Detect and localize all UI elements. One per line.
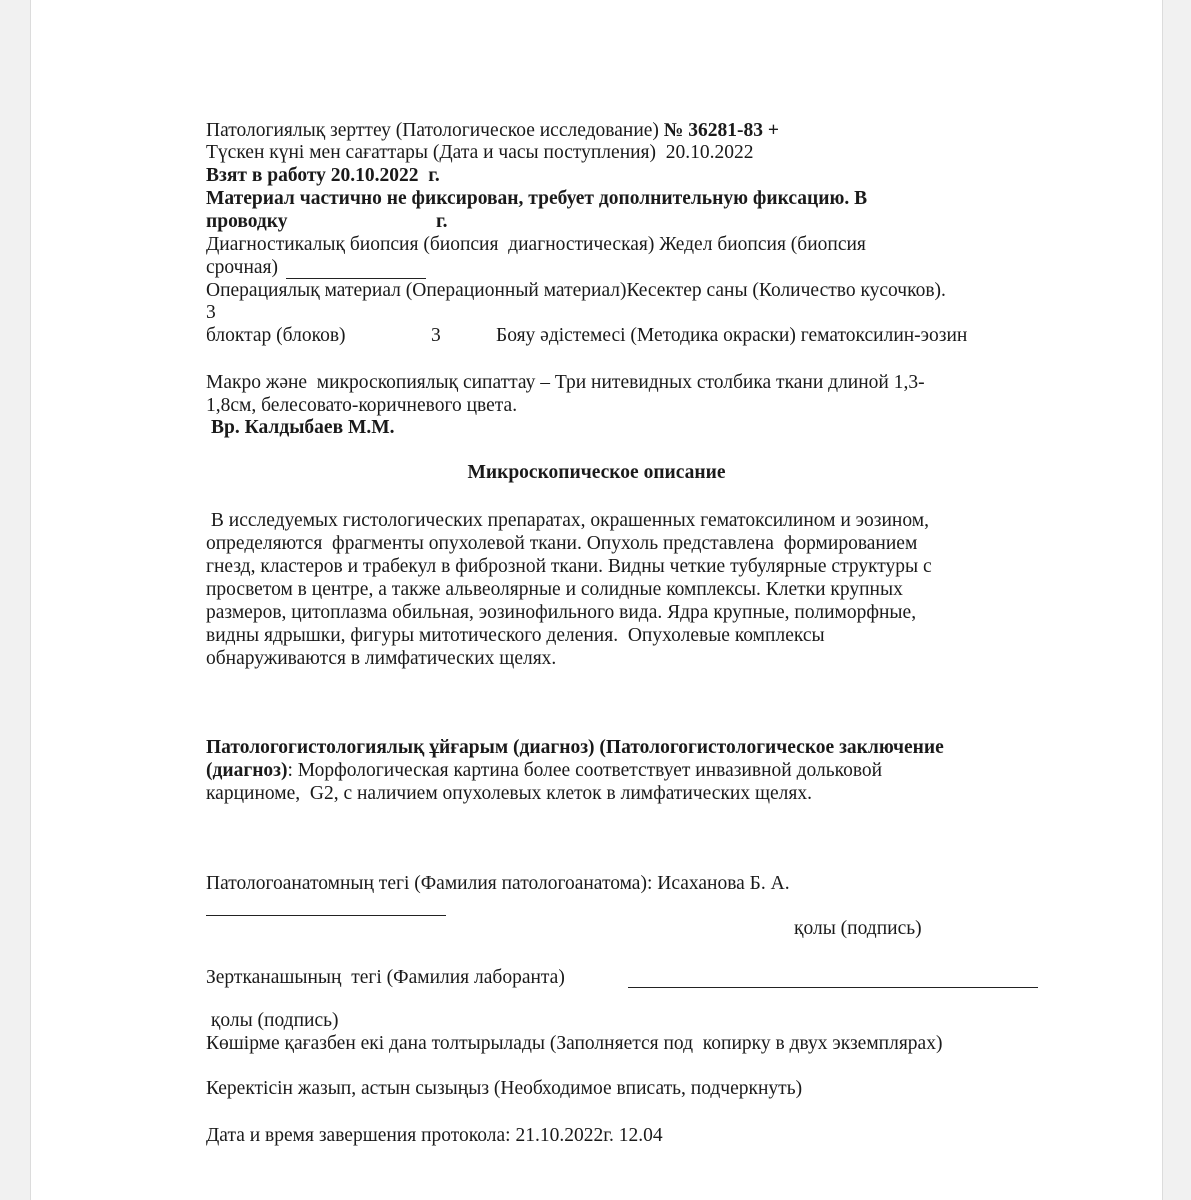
- diagnosis-label-1: Патологогистологиялық ұйғарым (диагноз) (Патологогистологическое заключение: [206, 737, 944, 758]
- fill-note: Керектісін жазып, астын сызыңыз (Необходимое вписать, подчеркнуть): [206, 1078, 803, 1099]
- pathologist-signature-line: [206, 915, 446, 916]
- material-note-line-2a: проводку: [206, 211, 288, 232]
- lab-assistant-label: Зертканашының тегі (Фамилия лаборанта): [206, 967, 565, 988]
- completion-datetime: Дата и время завершения протокола: 21.10.2022г. 12.04: [206, 1125, 663, 1146]
- macro-line-1: Макро және микроскопиялық сипаттау – Три нитевидных столбика ткани длиной 1,3-: [206, 372, 925, 393]
- received-line: [206, 142, 754, 164]
- micro-line: гнезд, кластеров и трабекул в фиброзной ткани. Видны четкие тубулярные структуры с: [206, 556, 932, 577]
- micro-line: определяются фрагменты опухолевой ткани. Опухоль представлена формированием: [206, 533, 918, 554]
- received-label: Түскен күні мен сағаттары (Дата и часы поступления): [206, 142, 666, 163]
- study-number: № 36281-83 +: [663, 120, 779, 141]
- diagnosis-line-2: [206, 760, 882, 782]
- lab-assistant-signature-line: [628, 987, 1038, 988]
- micro-title: Микроскопическое описание: [467, 462, 726, 483]
- study-label: Патологиялық зерттеу (Патологическое исследование): [206, 120, 664, 141]
- document-page: [30, 0, 1163, 1200]
- stain-method: Бояу әдістемесі (Методика окраски) гематоксилин-эозин: [496, 325, 968, 346]
- micro-line: просветом в центре, а также альвеолярные и солидные комплексы. Клетки крупных: [206, 579, 903, 600]
- diagnosis-text: : Морфологическая картина более соответствует инвазивной дольковой: [287, 760, 883, 781]
- material-note-line-2b: г.: [436, 211, 448, 232]
- copy-note: Көшірме қағазбен екі дана толтырылады (Заполняется под копирку в двух экземплярах): [206, 1033, 943, 1054]
- diagnosis-label-2: (диагноз): [206, 760, 288, 781]
- taken-to-work: Взят в работу 20.10.2022 г.: [206, 165, 440, 186]
- biopsy-underline: [286, 278, 426, 279]
- pathologist-line: Патологоанатомның тегі (Фамилия патологоанатома): Исаханова Б. А.: [206, 873, 790, 894]
- pieces-count: 3: [206, 302, 216, 323]
- diagnosis-line-3: карциноме, G2, с наличием опухолевых клеток в лимфатических щелях.: [206, 783, 812, 804]
- macro-doctor: Вр. Калдыбаев М.М.: [211, 417, 395, 438]
- signature-label-1: қолы (подпись): [794, 918, 922, 939]
- material-note-line-1: Материал частично не фиксирован, требует дополнительную фиксацию. В: [206, 188, 868, 209]
- biopsy-line-2: срочная): [206, 257, 279, 278]
- operation-line: Операциялық материал (Операционный материал)Кесектер саны (Количество кусочков).: [206, 280, 946, 301]
- micro-line: В исследуемых гистологических препаратах, окрашенных гематоксилином и эозином,: [206, 510, 929, 531]
- macro-line-2: 1,8см, белесовато-коричневого цвета.: [206, 395, 518, 416]
- micro-line: размеров, цитоплазма обильная, эозинофильного вида. Ядра крупные, полиморфные,: [206, 602, 917, 623]
- blocks-label: блоктар (блоков): [206, 325, 346, 346]
- received-date: 20.10.2022: [665, 142, 754, 163]
- biopsy-line-1: Диагностикалық биопсия (биопсия диагностическая) Жедел биопсия (биопсия: [206, 234, 866, 255]
- study-line: [206, 120, 779, 142]
- micro-line: обнаруживаются в лимфатических щелях.: [206, 648, 557, 669]
- blocks-count: 3: [431, 325, 441, 346]
- signature-label-2: қолы (подпись): [206, 1010, 339, 1031]
- micro-line: видны ядрышки, фигуры митотического деления. Опухолевые комплексы: [206, 625, 825, 646]
